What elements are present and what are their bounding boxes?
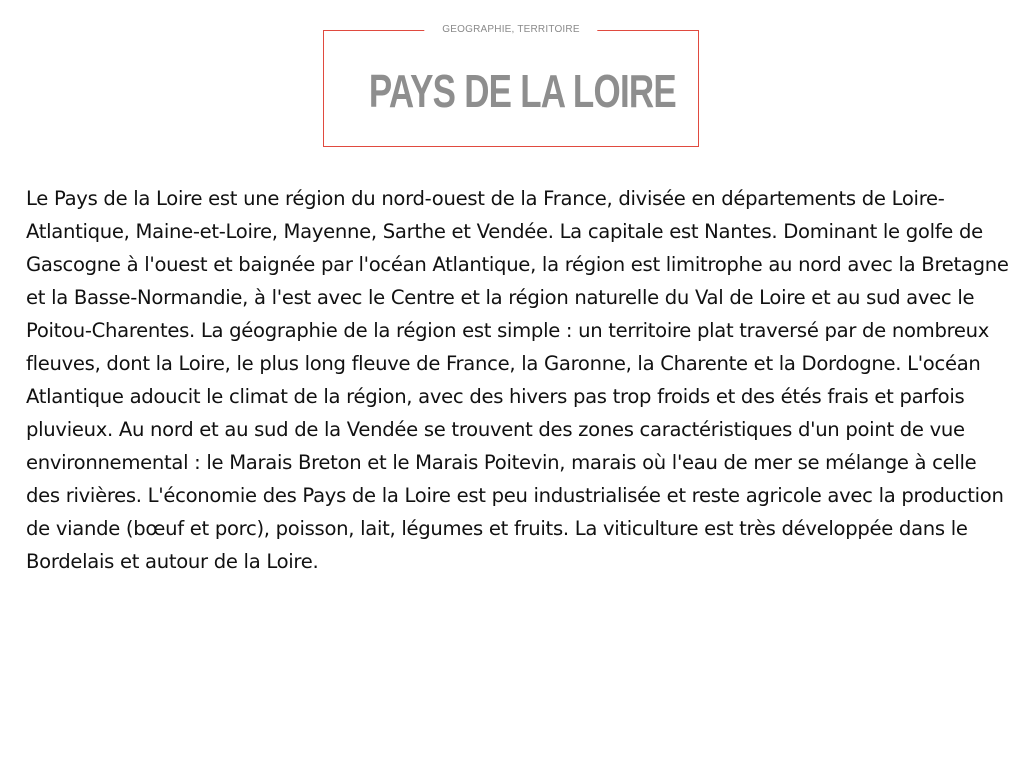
category-label: GEOGRAPHIE, TERRITOIRE	[424, 23, 597, 37]
title-frame	[323, 24, 699, 147]
article-body: Le Pays de la Loire est une région du nord-ouest de la France, divisée en départements de Loire-Atlantique, Maine-et-Loire, Mayenne, Sarthe et Vendée. La capitale est Nantes. Dominant le golfe de Gascogne à l'ouest et baignée par l'océan Atlantique, la région est limitrophe au nord avec la Bretagne et la Basse-Normandie, à l'est avec le Centre et la région naturelle du Val de Loire et au sud avec le Poitou-Charentes. La géographie de la région est simple : un territoire plat traversé par de nombreux fleuves, dont la Loire, le plus long fleuve de France, la Garonne, la Charente et la Dordogne. L'océan Atlantique adoucit le climat de la région, avec des hivers pas trop froids et des étés frais et parfois pluvieux. Au nord et au sud de la Vendée se trouvent des zones caractéristiques d'un point de vue environnemental : le Marais Breton et le Marais Poitevin, marais où l'eau de mer se mélange à celle des rivières. L'économie des Pays de la Loire est peu industrialisée et reste agricole avec la production de viande (bœuf et porc), poisson, lait, légumes et fruits. La viticulture est très développée dans le Bordelais et autour de la Loire.	[26, 187, 1009, 573]
page-title: PAYS DE LA LOIRE	[368, 65, 676, 117]
